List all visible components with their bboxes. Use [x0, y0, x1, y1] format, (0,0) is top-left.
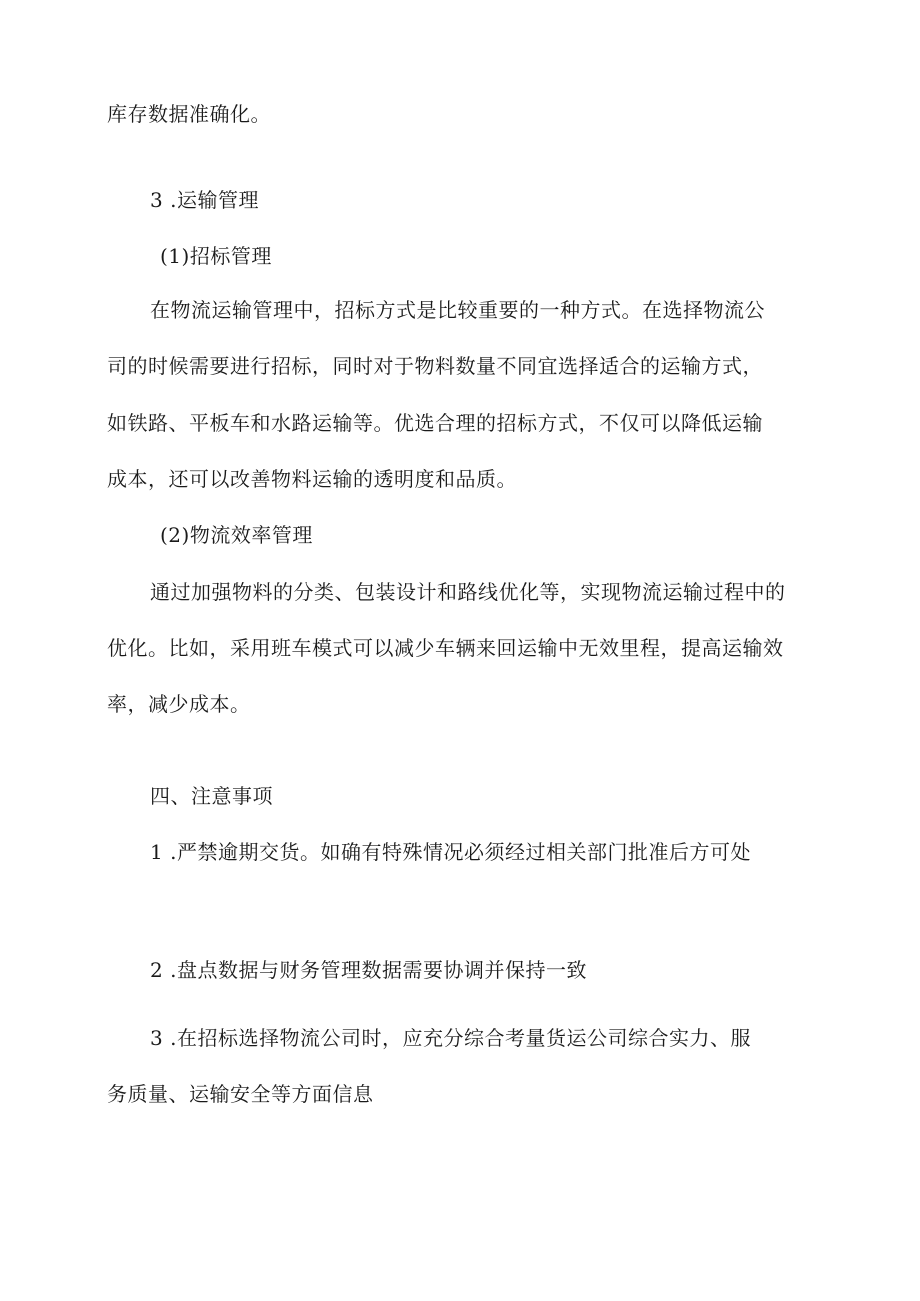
- paragraph-line: 成本，还可以改善物料运输的透明度和品质。: [107, 467, 517, 491]
- paragraph-line: 率，减少成本。: [107, 692, 251, 716]
- paragraph-line: 库存数据准确化。: [107, 102, 271, 126]
- paragraph-line: 通过加强物料的分类、包装设计和路线优化等，实现物流运输过程中的: [150, 580, 786, 604]
- section-heading-notes: 四、注意事项: [150, 784, 273, 808]
- paragraph-line: 在物流运输管理中，招标方式是比较重要的一种方式。在选择物流公: [150, 298, 765, 322]
- note-item: 2 .盘点数据与财务管理数据需要协调并保持一致: [150, 958, 587, 982]
- note-item-continuation: 务质量、运输安全等方面信息: [107, 1082, 374, 1106]
- paragraph-line: 如铁路、平板车和水路运输等。优选合理的招标方式，不仅可以降低运输: [107, 411, 763, 435]
- section-heading-transport: 3 .运输管理: [150, 188, 259, 212]
- paragraph-line: 司的时候需要进行招标，同时对于物料数量不同宜选择适合的运输方式，: [107, 354, 763, 378]
- note-item: 3 .在招标选择物流公司时，应充分综合考量货运公司综合实力、服: [150, 1026, 751, 1050]
- subsection-heading-efficiency: (2)物流效率管理: [160, 523, 313, 547]
- subsection-heading-bidding: (1)招标管理: [160, 244, 272, 268]
- paragraph-line: 优化。比如，采用班车模式可以减少车辆来回运输中无效里程，提高运输效: [107, 636, 784, 660]
- note-item: 1 .严禁逾期交货。如确有特殊情况必须经过相关部门批准后方可处: [150, 840, 751, 864]
